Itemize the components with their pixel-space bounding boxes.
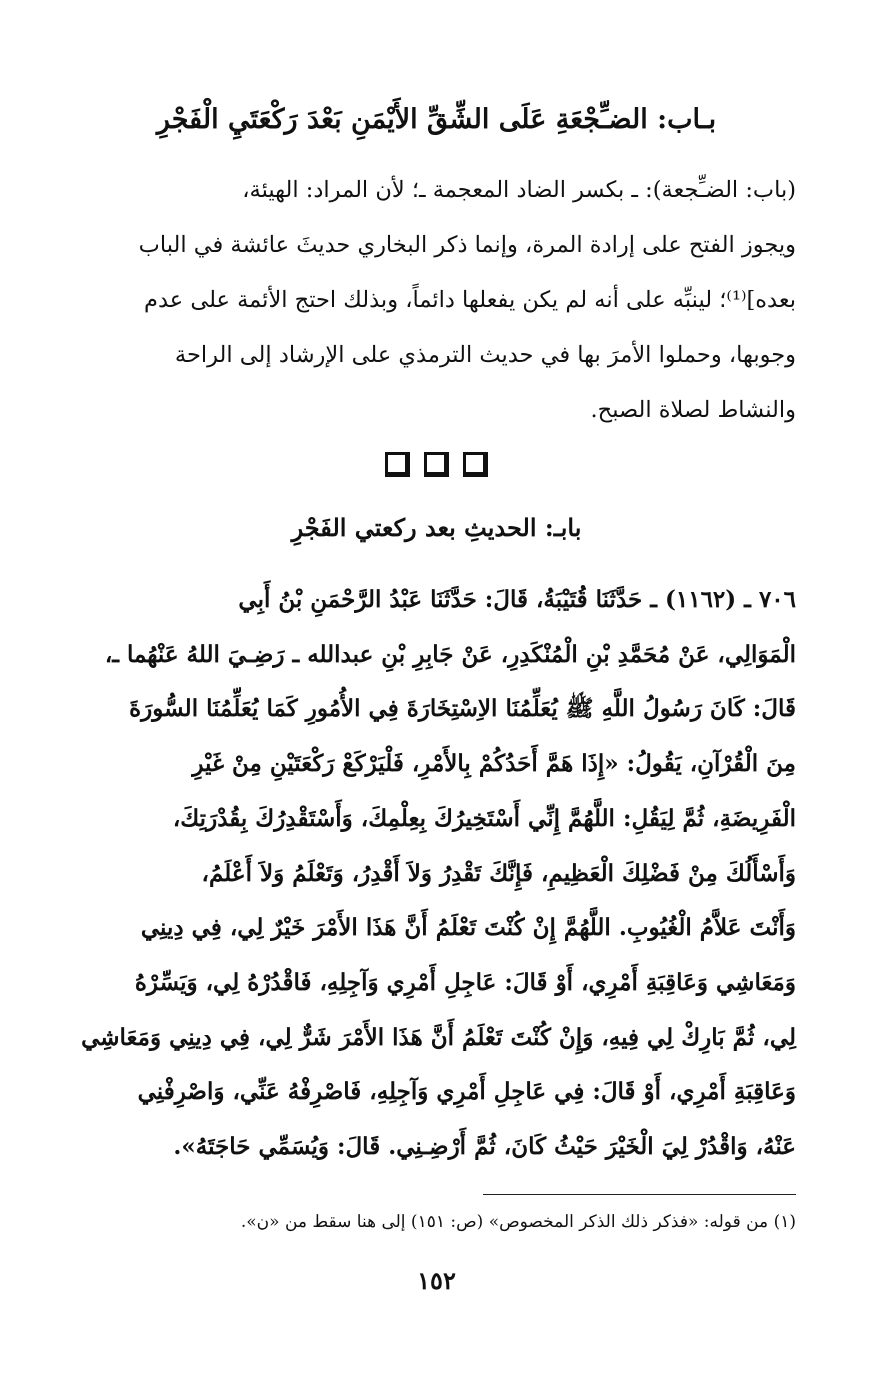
hadith-line: مِنَ الْقُرْآنِ، يَقُولُ: «إِذَا هَمَّ أَحَدُكُمْ بِالأَمْرِ، فَلْيَرْكَعْ رَكْعَتَيْنِ مِنْ غَيْرِ [192,750,796,778]
hadith-text [74,573,796,1175]
commentary-line: ويجوز الفتح على إرادة المرة، وإنما ذكر البخاري حديثَ عائشة في الباب [138,232,796,258]
hadith-line: وَمَعَاشِي وَعَاقِبَةِ أَمْرِي، أَوْ قَالَ: عَاجِلِ أَمْرِي وَآجِلِهِ، فَاقْدُرْهُ لِي، وَيَسِّرْهُ [134,968,796,996]
separator-square-icon [463,452,488,477]
section-separator [0,452,873,477]
hadith-line: لِي، ثُمَّ بَارِكْ لِي فِيهِ، وَإِنْ كُنْتَ تَعْلَمُ أَنَّ هَذَا الأَمْرَ شَرٌّ لِي، فِي دِينِي وَمَعَاشِي [81,1023,796,1051]
hadith-line: عَنْهُ، وَاقْدُرْ لِيَ الْخَيْرَ حَيْثُ كَانَ، ثُمَّ أَرْضِـنِي. قَالَ: وَيُسَمِّي حَاجَتَهُ». [173,1133,796,1161]
hadith-line: الْفَرِيضَةِ، ثُمَّ لِيَقُلِ: اللَّهُمَّ إِنِّي أَسْتَخِيرُكَ بِعِلْمِكَ، وَأَسْتَقْدِرُكَ بِقُدْرَتِكَ، [172,804,796,832]
separator-square-icon [385,452,410,477]
hadith-line: وَعَاقِبَةِ أَمْرِي، أَوْ قَالَ: فِي عَاجِلِ أَمْرِي وَآجِلِهِ، فَاصْرِفْهُ عَنِّي، وَاصْرِفْنِي [137,1078,796,1106]
hadith-line: ٧٠٦ ـ (١١٦٢) ـ حَدَّثَنَا قُتَيْبَةُ، قَالَ: حَدَّثَنَا عَبْدُ الرَّحْمَنِ بْنُ أَبِي [238,586,796,613]
hadith-line: وَأَسْأَلُكَ مِنْ فَضْلِكَ الْعَظِيمِ، فَإِنَّكَ تَقْدِرُ وَلاَ أَقْدِرُ، وَتَعْلَمُ وَلاَ أَعْلَمُ، [201,859,796,887]
hadith-line: قَالَ: كَانَ رَسُولُ اللَّهِ ﷺ يُعَلِّمُنَا الاِسْتِخَارَةَ فِي الأُمُورِ كَمَا يُعَلِّمُنَا السُّورَةَ [129,695,796,723]
page-number: ١٥٢ [417,1266,456,1295]
commentary-line: بعده]⁽¹⁾؛ لينبِّه على أنه لم يكن يفعلها دائماً، وبذلك احتج الأئمة على عدم [144,287,796,313]
commentary-line: (باب: الضـِّجعة): ـ بكسر الضاد المعجمة ـ؛ لأن المراد: الهيئة، [242,177,796,203]
footnote: (١) من قوله: «فذكر ذلك الذكر المخصوص» (ص: ١٥١) إلى هنا سقط من «ن». [240,1212,796,1232]
commentary-line: وجوبها، وحملوا الأمرَ بها في حديث الترمذي على الإرشاد إلى الراحة [174,342,796,368]
chapter-heading-2: بابـ: الحديثِ بعد ركعتي الفَجْرِ [291,513,582,542]
hadith-line: الْمَوَالِي، عَنْ مُحَمَّدِ بْنِ الْمُنْكَدِرِ، عَنْ جَابِرِ بْنِ عبدالله ـ رَضِـيَ اللهُ عَنْهُما ـ، [104,640,796,668]
hadith-line: وَأَنْتَ عَلاَّمُ الْغُيُوبِ. اللَّهُمَّ إِنْ كُنْتَ تَعْلَمُ أَنَّ هَذَا الأَمْرَ خَيْرٌ لِي، فِي دِينِي [140,914,796,942]
commentary-paragraph [74,163,796,438]
footnote-divider [483,1194,796,1195]
commentary-line: والنشاط لصلاة الصبح. [590,397,796,423]
chapter-heading-1: بـاب: الضـِّجْعَةِ عَلَى الشِّقِّ الأَيْمَنِ بَعْدَ رَكْعَتَيِ الْفَجْرِ [156,104,717,135]
separator-square-icon [424,452,449,477]
